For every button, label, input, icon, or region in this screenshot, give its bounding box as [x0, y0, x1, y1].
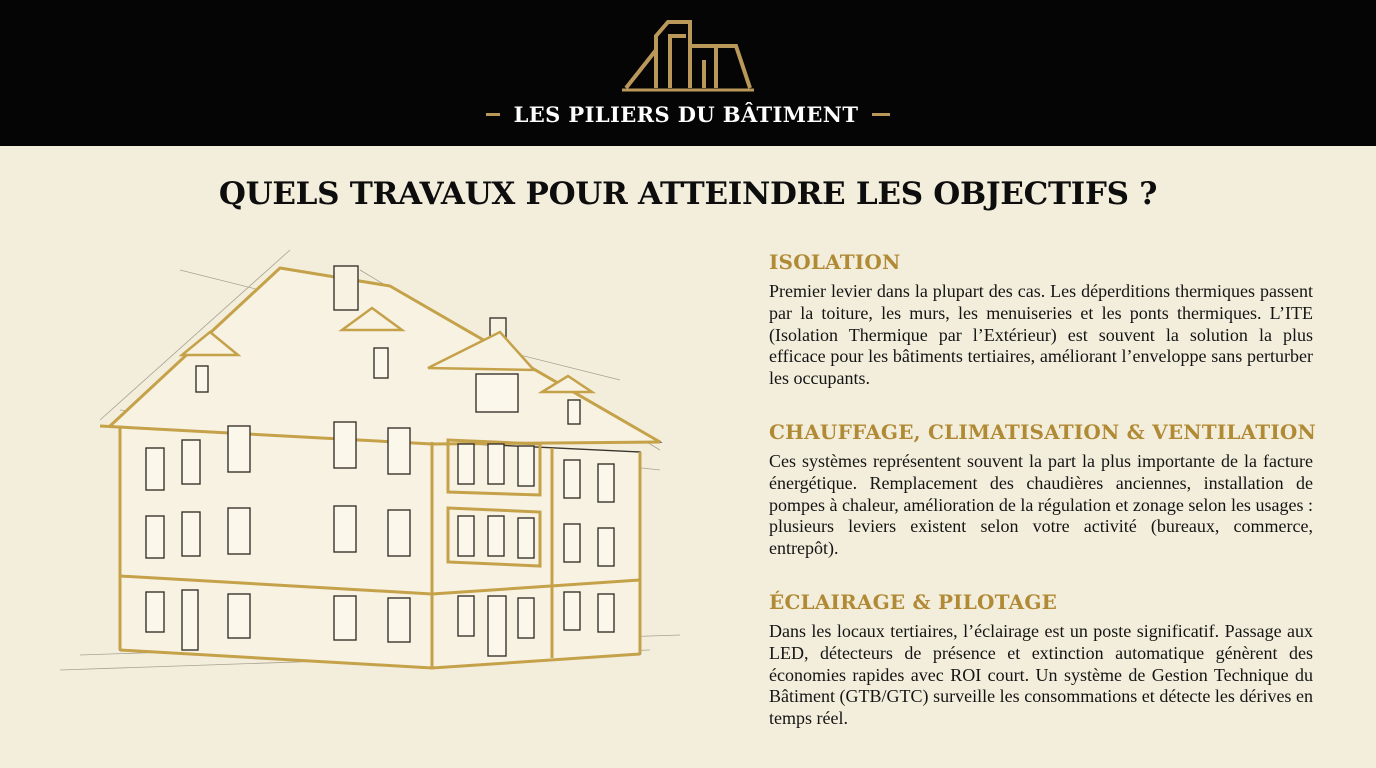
- section-isolation: [769, 250, 1313, 390]
- section-lighting: [769, 590, 1313, 730]
- works-list: [769, 250, 1317, 760]
- section-body: Premier levier dans la plupart des cas. Les déperditions thermiques passent par la toiture, les murs, les menuiseries et les ponts thermiques. L’ITE (Isolation Thermique par l’Extérieur) est souvent la solution la plus efficace pour les bâtiments tertiaires, améliorant l’enveloppe sans perturber les occupants.: [769, 281, 1313, 389]
- section-body: Ces systèmes représentent souvent la part la plus importante de la facture énergétique. Remplacement des chaudières anciennes, installation de pompes à chaleur, amélioration de la régulation et zonage selon les usages : plusieurs leviers existent selon votre activité (bureaux, commerce, entrepôt).: [769, 450, 1313, 559]
- section-heading: ISOLATION: [769, 250, 901, 274]
- brand-row: [0, 96, 1376, 132]
- building-sketch-illustration-icon: [60, 230, 700, 700]
- section-heading: ÉCLAIRAGE & PILOTAGE: [769, 589, 1058, 614]
- section-body: Dans les locaux tertiaires, l’éclairage est un poste significatif. Passage aux LED, détecteurs de présence et extinction automatique génèrent des économies rapides avec ROI court. Un système de Gestion Technique du Bâtiment (GTB/GTC) surveille les consommations et détecte les dérives en temps réel.: [769, 620, 1313, 729]
- building-outline-logo-icon: [620, 16, 756, 94]
- brand-name: LES PILIERS DU BÂTIMENT: [513, 101, 859, 127]
- brand-divider-left: [486, 113, 500, 116]
- page-title: QUELS TRAVAUX POUR ATTEINDRE LES OBJECTIFS ?: [218, 176, 1158, 212]
- top-banner: [0, 0, 1376, 146]
- section-heading: CHAUFFAGE, CLIMATISATION & VENTILATION: [769, 419, 1317, 444]
- section-hvac: [769, 419, 1317, 560]
- brand-divider-right: [872, 113, 890, 116]
